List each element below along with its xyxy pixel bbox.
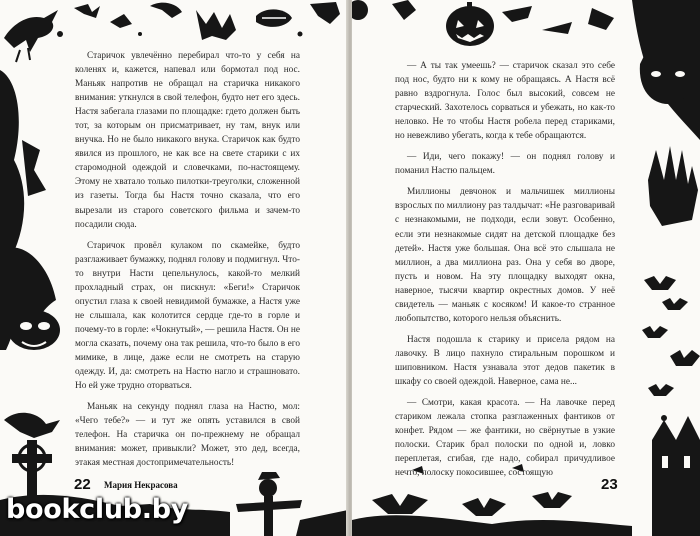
handprint-icon bbox=[648, 146, 698, 226]
crow-icon bbox=[4, 10, 58, 52]
page-number: 22 bbox=[74, 476, 91, 493]
page-number: 23 bbox=[601, 476, 618, 493]
left-page-body bbox=[75, 49, 300, 470]
running-head: Мария Некрасова bbox=[104, 480, 178, 490]
pumpkin-icon bbox=[446, 2, 494, 46]
paragraph: Настя подошла к старику и присела рядом на лавочку. В лицо пахнуло стиральным порошком и шиповником. Настя узнавала этот дедов пакетик в шкафу со своей одеждой. Наверное, сама не... bbox=[395, 334, 615, 387]
church-icon bbox=[652, 415, 700, 536]
paragraph: — Иди, чего покажу! — он поднял голову и поманил Настю пальцем. bbox=[395, 152, 615, 177]
watermark: bookclub.by bbox=[6, 494, 189, 525]
paragraph: — А ты так умеешь? — старичок сказал это себе под нос, будто ни к кому не обращаясь. А Настя всё равно вздрогнула. Голос был высокий, совсем не старческий. Захотелось сорваться и убежать, но как-то неловко. Не то чтобы Настя робела перед стариками, но невежливо убегать, когда к тебе обращаются. bbox=[395, 61, 615, 142]
left-page bbox=[0, 0, 348, 536]
celtic-cross-icon bbox=[12, 440, 52, 500]
claw-hand-icon bbox=[196, 10, 236, 40]
paragraph: Маньяк на секунду поднял глаза на Настю, мол: «Чего тебе?» — и тут же опять уставился в свой телефон. На старичка он по-прежнему не обращал внимания: может, привыкли? Может, это дед, всегда, этакая местная достопримечательность! bbox=[75, 402, 300, 469]
paragraph: Старичок провёл кулаком по скамейке, будто разглаживает бумажку, поднял голову и подмигнул. Что-то внутри Насти цепельнулось, какой-то мелкий прохладный страх, он пискнул: «Беги!» Старичок опустил глаза к своей невидимой бумажке, а Настя уже не слышала, как колотится сердце где-то в горле и почему-то в горле: «Чокнутый», — решила Настя. Он не могла сказать, почему она так решила, что-то было в его мимике, в лице, даже если не смотреть на старую одежду. И, да: смотреть на Настю нагло и страшновато. Но ей уже трудно оторваться. bbox=[75, 240, 300, 392]
right-page-body bbox=[395, 59, 615, 480]
raven-icon bbox=[4, 413, 60, 438]
bat-icon bbox=[644, 276, 676, 290]
scarecrow-icon bbox=[236, 472, 302, 536]
paragraph: — Смотри, какая красота. — На лавочке перед стариком лежала стопка разглаженных фантиков от конфет. Рядом — же фантики, но свёрнутые в узкие полоски. Старик брал полоски по одной и, ловко переплетая, сгибая, где надо, собирал причудливое нечто, полоску покосившее, состоящую bbox=[395, 398, 615, 479]
paragraph: Миллионы девчонок и мальчишек миллионы взрослых по миллиону раз талдычат: «Не разговаривай с незнакомыми, не подходи, если зовут. Особенно, если эти незнакомые сидят на детской площадке без детей». Настя уже большая. Она всё это слышала не миллион, а два миллиона раз. Она у себя во дворе, пусть и новом. На эту площадку выходят окна, наверное, тысячи квартир окрестных домов. У неё свидетель — маньяк с косяком! И какое-то странное любопытство, которого нельзя объяснить. bbox=[395, 187, 615, 324]
paragraph: Старичок увлечённо перебирал что-то у себя на коленях и, кажется, напевал или бормотал под нос. Маньяк напротив не обращал на старичка никакого внимания: уткнулся в свой телефон, будто нет его здесь. Настя забегала глазами по площадке: гдето должен быть тот, за которым он присматривает, ну там, внук или внучка. Но не было никакого внука. Старичок как будто явился из прошлого, не как все на свете старики с их старомодной одеждой и словечками, по-настоящему. Этому не хватало только пилотки-треуголки, сложенной из газеты. Тогда бы Настя точно сказала, что его вырезали из старого советского фильма и зачем-то посадили сюда. bbox=[75, 51, 300, 230]
